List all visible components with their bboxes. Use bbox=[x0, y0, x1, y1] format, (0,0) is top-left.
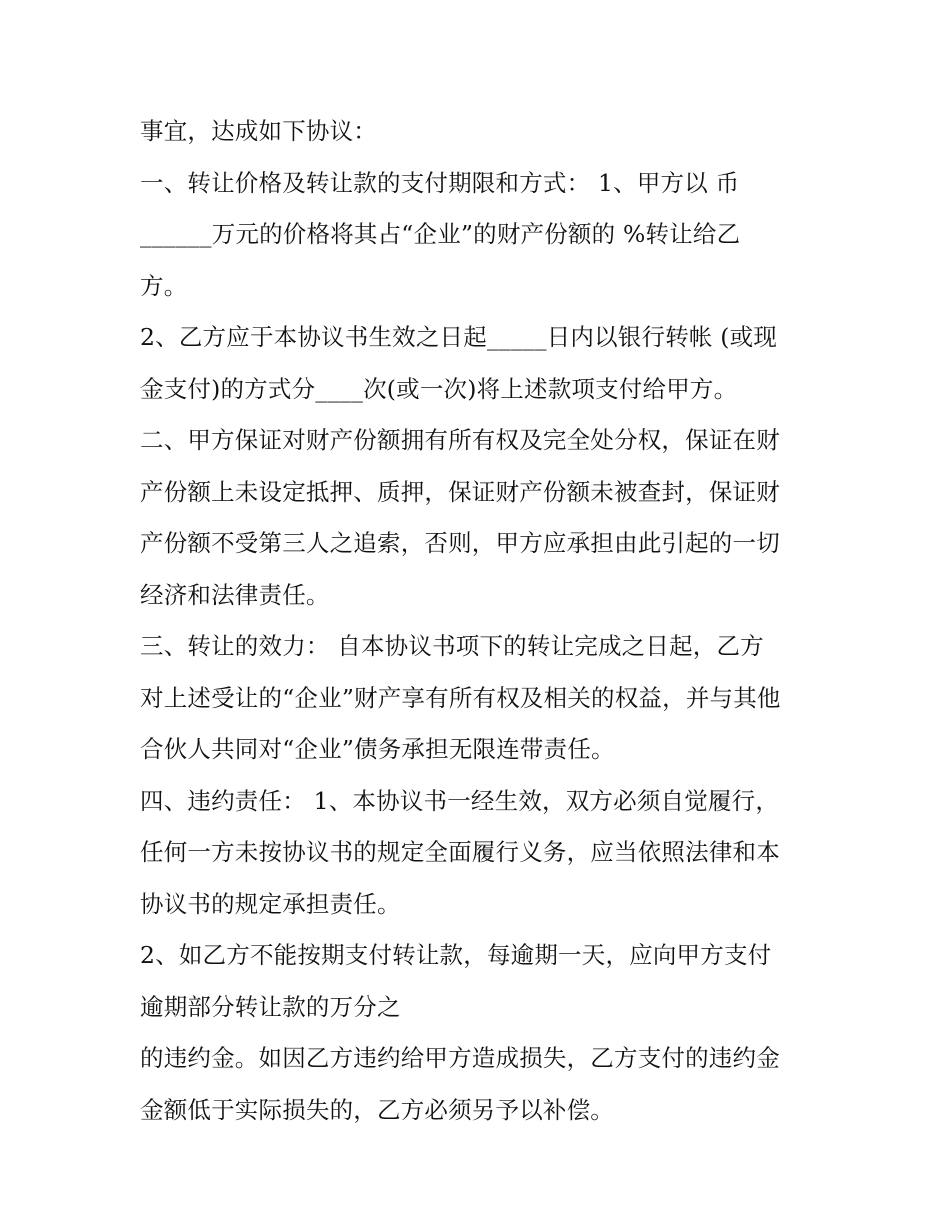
text-line: ______万元的价格将其占“企业”的财产份额的 %转让给乙 bbox=[140, 220, 741, 248]
text-line: 事宜，达成如下协议： bbox=[140, 117, 377, 145]
text-line: 经济和法律责任。 bbox=[140, 580, 330, 609]
text-line: 的违约金。如因乙方违约给甲方造成损失，乙方支付的违约金 bbox=[140, 1044, 780, 1072]
document-body bbox=[140, 110, 820, 1140]
text-line: 2、乙方应于本协议书生效之日起_____日内以银行转帐 (或现 bbox=[140, 323, 778, 351]
text-line: 合伙人共同对“企业”债务承担无限连带责任。 bbox=[140, 735, 615, 763]
text-line: 四、违约责任： 1、本协议书一经生效，双方必须自觉履行， bbox=[140, 786, 780, 815]
text-line: 产份额不受第三人之追索，否则，甲方应承担由此引起的一切 bbox=[140, 529, 780, 557]
text-line: 二、甲方保证对财产份额拥有所有权及完全处分权，保证在财 bbox=[140, 426, 780, 454]
text-line: 三、转让的效力： 自本协议书项下的转让完成之日起，乙方 bbox=[140, 632, 764, 660]
text-line: 协议书的规定承担责任。 bbox=[140, 889, 401, 918]
text-line: 逾期部分转让款的万分之 bbox=[140, 992, 401, 1021]
text-line: 任何一方未按协议书的规定全面履行义务，应当依照法律和本 bbox=[140, 838, 780, 866]
text-line: 一、转让价格及转让款的支付期限和方式： 1、甲方以 币 bbox=[140, 168, 740, 197]
text-line: 金额低于实际损失的，乙方必须另予以补偿。 bbox=[140, 1095, 614, 1124]
text-line: 产份额上未设定抵押、质押，保证财产份额未被查封，保证财 bbox=[140, 477, 780, 506]
text-line: 2、如乙方不能按期支付转让款，每逾期一天，应向甲方支付 bbox=[140, 941, 772, 969]
text-line: 金支付)的方式分____次(或一次)将上述款项支付给甲方。 bbox=[140, 374, 738, 403]
text-line: 对上述受让的“企业”财产享有所有权及相关的权益，并与其他 bbox=[140, 683, 781, 712]
text-line: 方。 bbox=[140, 271, 188, 300]
